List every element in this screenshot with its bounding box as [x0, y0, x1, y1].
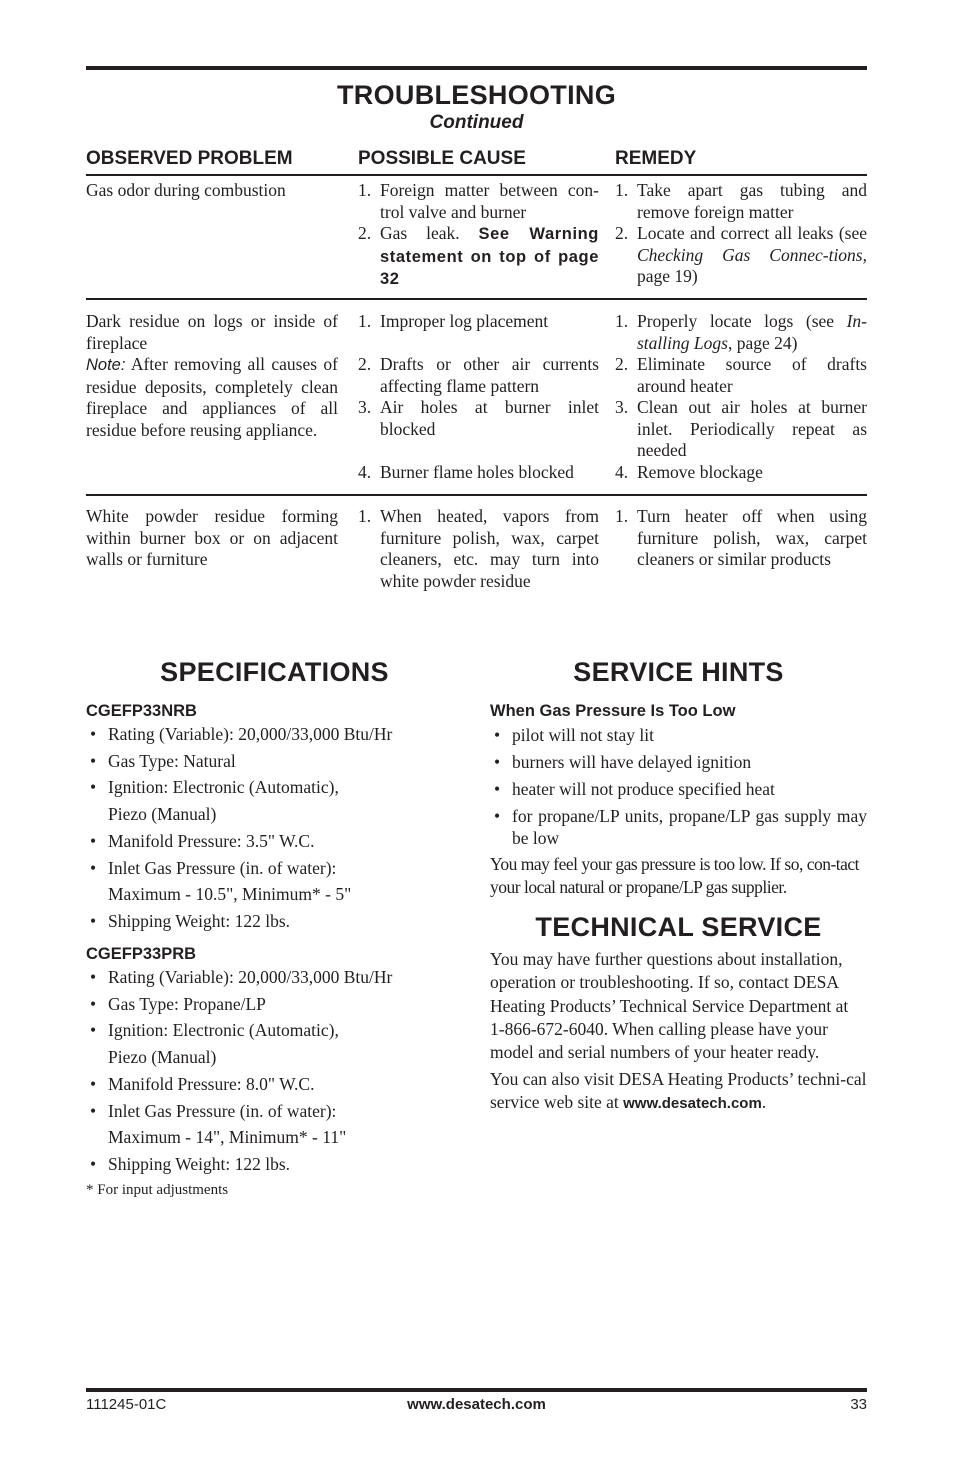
remedy-text: Properly locate logs (see [637, 311, 835, 331]
cause-item [358, 397, 599, 440]
page-reference: , page 24) [727, 332, 798, 353]
cause-item [358, 223, 599, 291]
list-item: • pilot will not stay lit [494, 725, 654, 745]
table-row-1-problem: Gas odor during combustion [86, 180, 286, 200]
list-item: • Shipping Weight: 122 lbs. [90, 1153, 291, 1174]
list-item: • Ignition: Electronic (Automatic), [90, 1020, 339, 1041]
page-number: 33 [850, 1396, 867, 1413]
service-hints-paragraph: You may feel your gas pressure is too low. If so, con-tact your local natural or propane/LP gas supplier. [490, 854, 860, 897]
hint-text: heater will not produce specified heat [512, 779, 775, 799]
item-number: 2. [358, 354, 372, 374]
warning-reference: See Warning statement on top of page 32 [380, 225, 599, 288]
spec-text: Rating (Variable): 20,000/33,000 Btu/Hr [108, 967, 393, 987]
remedy-text: Eliminate source of drafts around heater [637, 354, 867, 396]
list-item-continued [86, 1044, 476, 1071]
page-reference: page 19) [637, 266, 698, 286]
item-number: 1. [358, 180, 372, 200]
remedy-item [615, 311, 867, 354]
footnote: * For input adjustments [86, 1182, 229, 1198]
technical-service-website-paragraph [490, 1068, 867, 1115]
list-item: • Inlet Gas Pressure (in. of water): [90, 1100, 337, 1121]
spec-text: Maximum - 10.5", Minimum* - 5" [108, 884, 352, 905]
table-row-2-problem [86, 311, 338, 441]
cause-text: Drafts or other air currents affecting flame pattern [380, 354, 599, 396]
cause-text: Improper log placement [380, 311, 549, 331]
item-number: 1. [615, 506, 629, 526]
troubleshooting-title: TROUBLESHOOTING [337, 80, 616, 110]
list-item-continued [86, 881, 476, 908]
troubleshooting-subtitle: Continued [429, 112, 524, 133]
cause-text: Foreign matter between con-trol valve and burner [380, 180, 599, 222]
spec-text: Manifold Pressure: 8.0" W.C. [108, 1073, 315, 1094]
list-item: • Shipping Weight: 122 lbs. [90, 910, 291, 931]
header-rule [86, 174, 867, 176]
hint-text: pilot will not stay lit [512, 725, 654, 745]
spec-list [86, 964, 476, 1178]
list-item: • Manifold Pressure: 3.5" W.C. [90, 830, 315, 851]
cause-text: Air holes at burner inlet blocked [380, 397, 599, 439]
cause-item [358, 180, 599, 223]
table-row-1-causes [358, 180, 599, 291]
spec-text: Ignition: Electronic (Automatic), [108, 1020, 339, 1041]
list-item: • Gas Type: Natural [90, 750, 236, 771]
spec-text: Inlet Gas Pressure (in. of water): [108, 1100, 337, 1121]
hint-text: for propane/LP units, propane/LP gas supply may be low [512, 806, 867, 848]
problem-text: Dark residue on logs or inside of fireplace [86, 311, 338, 353]
header-remedy: REMEDY [615, 148, 697, 169]
table-row-1-remedies [615, 180, 867, 288]
item-number: 3. [358, 397, 372, 417]
row-divider [86, 494, 867, 496]
cause-item [358, 462, 599, 484]
list-item: • for propane/LP units, propane/LP gas supply may be low [494, 806, 867, 848]
spec-list [86, 721, 476, 935]
cause-text: Gas leak. [380, 223, 460, 243]
list-item: • Inlet Gas Pressure (in. of water): [90, 857, 337, 878]
remedy-text: Clean out air holes at burner inlet. Periodically repeat as needed [637, 397, 867, 460]
website-link[interactable]: www.desatech.com [623, 1095, 762, 1112]
list-item: • heater will not produce specified heat [494, 779, 775, 799]
table-row-3-problem: White powder residue forming within burner box or on adjacent walls or furniture [86, 506, 338, 569]
period: . [761, 1092, 767, 1112]
spec-text: Inlet Gas Pressure (in. of water): [108, 857, 337, 878]
list-item: • Rating (Variable): 20,000/33,000 Btu/Hr [90, 967, 393, 987]
service-hints-subhead: When Gas Pressure Is Too Low [490, 702, 736, 720]
row-divider [86, 298, 867, 300]
spec-text: Gas Type: Propane/LP [108, 993, 266, 1014]
item-number: 2. [358, 223, 372, 243]
item-number: 4. [615, 461, 629, 482]
table-row-2-causes [358, 311, 599, 483]
website-intro-text: You can also visit DESA Heating Products’ techni-cal service web site at [490, 1069, 867, 1112]
remedy-item [615, 180, 867, 223]
remedy-text: Locate and correct all leaks (see [637, 223, 867, 243]
item-number: 1. [358, 311, 372, 331]
item-number: 1. [358, 506, 372, 526]
spec-text: Gas Type: Natural [108, 750, 236, 771]
part-number: 111245-01C [86, 1396, 167, 1413]
service-hints-title: SERVICE HINTS [573, 657, 784, 687]
cause-text: When heated, vapors from furniture polish, wax, carpet cleaners, etc. may turn into white powder residue [380, 506, 599, 591]
spec-text: Piezo (Manual) [108, 804, 217, 825]
remedy-item [615, 223, 867, 288]
spec-text: Manifold Pressure: 3.5" W.C. [108, 830, 315, 851]
cause-item [358, 506, 599, 592]
problem-note [86, 354, 338, 441]
remedy-item [615, 462, 867, 484]
header-observed-problem: OBSERVED PROBLEM [86, 148, 293, 169]
spec-text: Shipping Weight: 122 lbs. [108, 910, 291, 931]
spec-text: Piezo (Manual) [108, 1047, 217, 1068]
table-row-3-causes [358, 506, 599, 592]
technical-service-title: TECHNICAL SERVICE [535, 912, 822, 942]
cause-item [358, 311, 599, 333]
note-label: Note: [86, 356, 126, 374]
remedy-text: Turn heater off when using furniture polish, wax, carpet cleaners or similar products [637, 506, 867, 569]
item-number: 3. [615, 397, 629, 417]
list-item: • Gas Type: Propane/LP [90, 993, 266, 1014]
section-reference: In-stalling Logs [637, 311, 868, 353]
technical-service-paragraph: You may have further questions about installation, operation or troubleshooting. If so, contact DESA Heating Products’ Technical Service Department at 1-866-672-6040. When calling please have your model and serial numbers of your heater ready. [490, 949, 849, 1063]
spec-text: Ignition: Electronic (Automatic), [108, 777, 339, 798]
remedy-item [615, 397, 867, 462]
item-number: 2. [615, 223, 629, 243]
spec-text: Rating (Variable): 20,000/33,000 Btu/Hr [108, 724, 393, 744]
model-name: CGEFP33NRB [86, 702, 197, 720]
top-rule [86, 66, 867, 70]
header-possible-cause: POSSIBLE CAUSE [358, 148, 526, 169]
item-number: 4. [358, 461, 372, 482]
remedy-text: Remove blockage [637, 461, 763, 482]
spec-text: Shipping Weight: 122 lbs. [108, 1153, 291, 1174]
list-item: • Rating (Variable): 20,000/33,000 Btu/Hr [90, 724, 393, 744]
section-reference: Checking Gas Connec-tions, [637, 244, 867, 265]
list-item: • burners will have delayed ignition [494, 752, 752, 772]
table-row-3-remedies [615, 506, 867, 571]
list-item: • Manifold Pressure: 8.0" W.C. [90, 1073, 315, 1094]
item-number: 1. [615, 311, 629, 331]
remedy-item [615, 354, 867, 397]
model-name: CGEFP33PRB [86, 945, 197, 963]
cause-item [358, 354, 599, 397]
hint-list [490, 724, 867, 854]
table-row-2-remedies [615, 311, 867, 483]
cause-text: Burner flame holes blocked [380, 461, 574, 482]
spec-text: Maximum - 14", Minimum* - 11" [108, 1127, 347, 1148]
list-item: • Ignition: Electronic (Automatic), [90, 777, 339, 798]
remedy-item [615, 506, 867, 571]
footer-website[interactable]: www.desatech.com [407, 1396, 546, 1413]
specifications-title: SPECIFICATIONS [160, 657, 389, 687]
list-item-continued [86, 801, 476, 828]
item-number: 1. [615, 180, 629, 200]
bottom-rule [86, 1388, 867, 1392]
item-number: 2. [615, 354, 629, 374]
remedy-text: Take apart gas tubing and remove foreign matter [637, 180, 867, 222]
note-text: After removing all causes of residue deposits, completely clean fireplace and appliances of all residue before reusing appliance. [86, 354, 339, 440]
hint-text: burners will have delayed ignition [512, 752, 752, 772]
list-item-continued [86, 1124, 476, 1151]
